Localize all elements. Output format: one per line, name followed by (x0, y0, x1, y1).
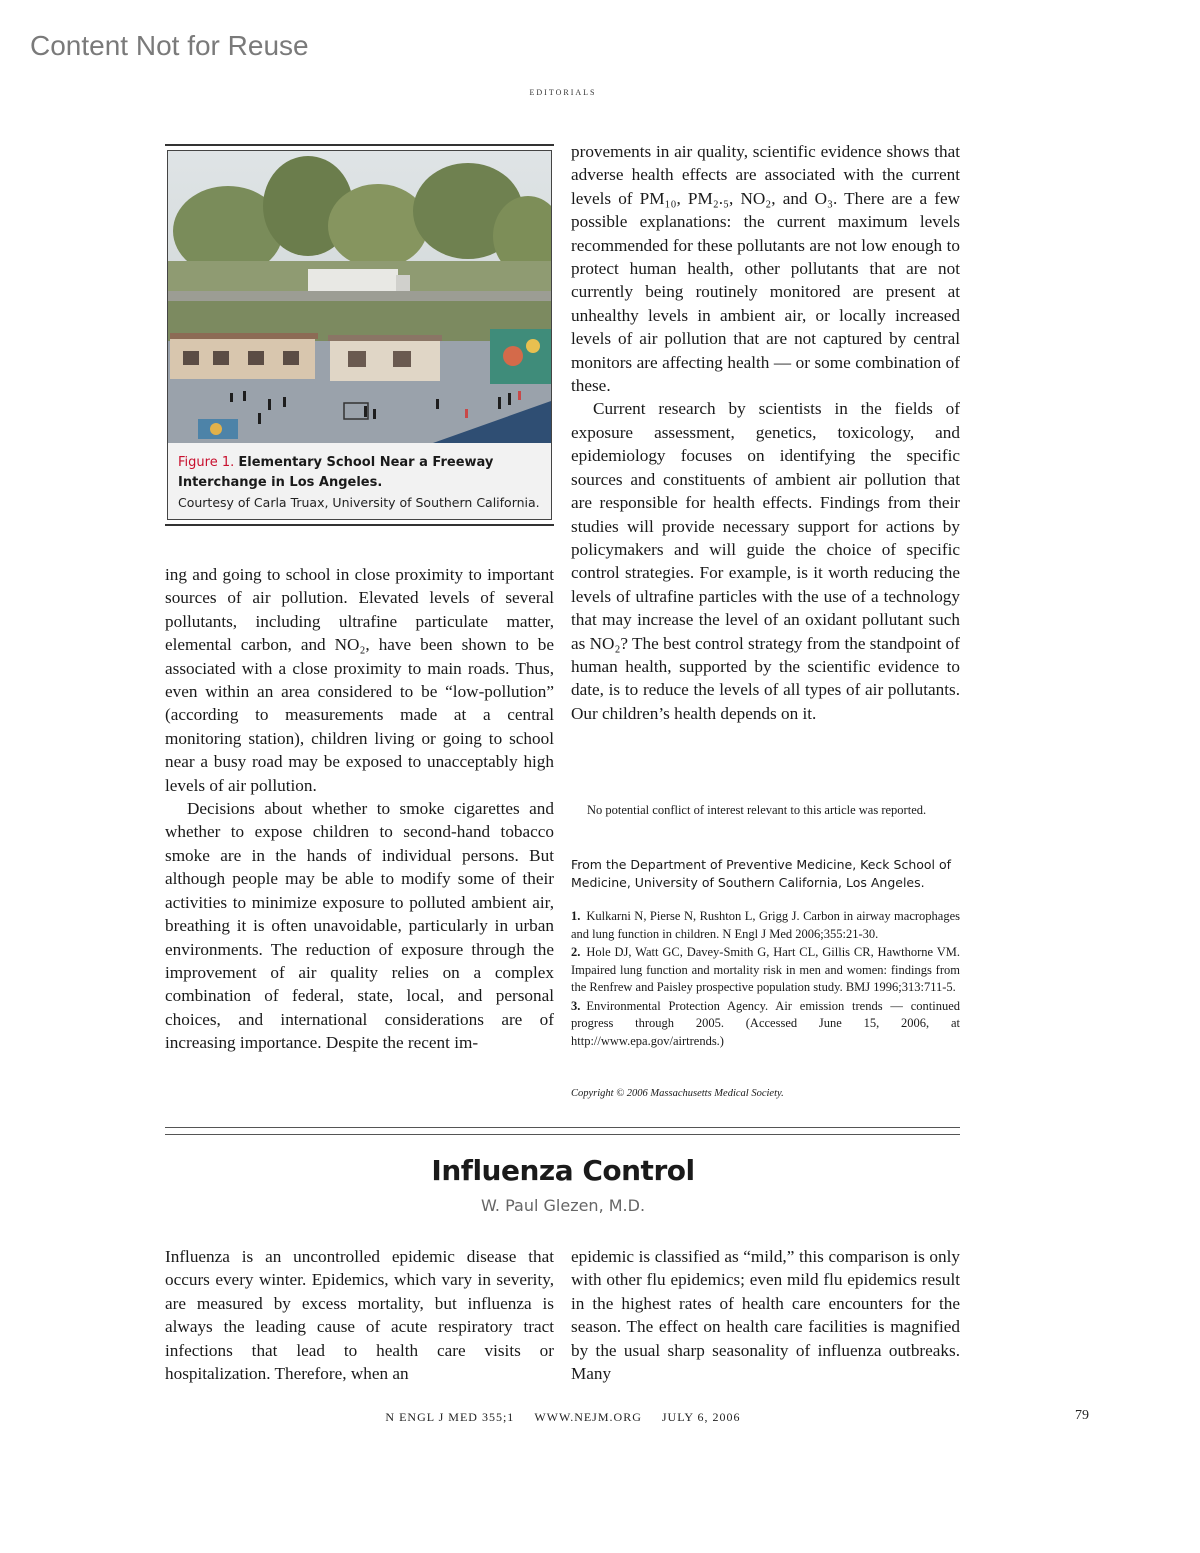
school-photo (168, 151, 551, 443)
left-column-top (165, 563, 554, 1055)
figure-frame (167, 150, 552, 520)
watermark: Content Not for Reuse (30, 30, 309, 61)
right-column-top (571, 140, 960, 725)
reference-text: Kulkarni N, Pierse N, Rushton L, Grigg J. Carbon in airway macrophages and lung function in children. N Engl J Med 2006;355:21-30. (571, 909, 960, 941)
reference-number: 2. (571, 945, 581, 959)
article-title: Influenza Control (431, 1154, 695, 1187)
reference-item (571, 998, 960, 1051)
references-list (571, 908, 960, 1051)
page-footer (0, 1410, 1126, 1425)
section-divider (165, 1127, 960, 1135)
reference-number: 3. (571, 998, 581, 1013)
figure-number: Figure 1. (178, 455, 235, 470)
figure-caption (178, 453, 543, 513)
reference-item (571, 908, 960, 943)
body-paragraph: epidemic is classified as “mild,” this comparison is only with other flu epidemics; even mild flu epidemics result in the highest rates of health care encounters for the season. The effect on health care facilities is magnified by the usual sharp seasonality of influenza outbreaks. Many (571, 1247, 960, 1384)
footer-journal: N ENGL J MED 355;1 (385, 1410, 515, 1424)
section-label: editorials (529, 84, 597, 98)
reference-item (571, 944, 960, 997)
reference-text: Hole DJ, Watt GC, Davey-Smith G, Hart CL, Gillis CR, Hawthorne VM. Impaired lung function and mortality risk in men and women: findings from the Renfrew and Paisley prospective population study. BMJ 1996;313:711-5. (571, 945, 960, 994)
copyright-notice: Copyright © 2006 Massachusetts Medical Society. (571, 1088, 784, 1099)
page-number: 79 (1075, 1408, 1089, 1423)
reference-number: 1. (571, 909, 581, 923)
footer-date: JULY 6, 2006 (661, 1410, 741, 1424)
body-paragraph: Current research by scientists in the fields of exposure assessment, genetics, toxicology, and epidemiology focuses on identifying the specific sources and constituents of ambient air pollution that are responsible for health effects. Findings from their studies will provide necessary support for actions by policymakers and will guide the choice of specific control strategies. For example, is it worth reducing the levels of ultrafine particles with the use of a technology that may increase the level of an oxidant pollutant such as NO₂? The best control strategy from the standpoint of human health, supported by the scientific evidence to date, is to reduce the levels of all types of air pollutants. Our children’s health depends on it. (571, 399, 960, 723)
body-paragraph: Influenza is an uncontrolled epidemic disease that occurs every winter. Epidemics, which vary in severity, are measured by excess mortality, but influenza is always the leading cause of acute respiratory tract infections that lead to health care visits or hospitalization. Therefore, when an (165, 1247, 554, 1384)
author-affiliation: From the Department of Preventive Medicine, Keck School of Medicine, University of Southern California, Los Angeles. (571, 857, 952, 890)
figure-credit: Courtesy of Carla Truax, University of Southern California. (178, 495, 540, 510)
figure-1 (165, 144, 554, 526)
figure-title: Elementary School Near a Freeway Interchange in Los Angeles. (178, 455, 494, 490)
reference-text: Environmental Protection Agency. Air emission trends — continued progress through 2005. (Accessed June 15, 2006, at http://www.epa.gov/airtrends.) (571, 998, 960, 1048)
body-paragraph: provements in air quality, scientific evidence shows that adverse health effects are associated with the current levels of PM₁₀, PM₂.₅, NO₂, and O₃. There are a few possible explanations: the current maximum levels recommended for these pollutants are not low enough to protect human health, other pollutants that are not currently being routinely monitored are present at unhealthy levels in ambient air, or locally increased levels of air pollution that are not captured by central monitors are affecting health — or some combination of these. (571, 142, 960, 396)
body-paragraph: Decisions about whether to smoke cigarettes and whether to expose children to second-hand tobacco smoke are in the hands of individual persons. But although people may be able to modify some of their activities to minimize exposure to polluted ambient air, breathing it is often unavoidable, particularly in urban environments. The reduction of exposure through the improvement of air quality relies on a complex combination of federal, state, local, and personal choices, and international considerations are of increasing importance. Despite the recent im- (165, 799, 554, 1053)
left-column-bottom (165, 1245, 554, 1385)
conflict-of-interest: No potential conflict of interest relevant to this article was reported. (587, 803, 927, 817)
right-column-bottom (571, 1245, 960, 1385)
footer-website: WWW.NEJM.ORG (534, 1410, 642, 1424)
article-author: W. Paul Glezen, M.D. (480, 1196, 646, 1215)
body-paragraph: ing and going to school in close proximity to important sources of air pollution. Elevated levels of several pollutants, including ultrafine particulate matter, elemental carbon, and NO₂, have been shown to be associated with a close proximity to main roads. Thus, even within an area considered to be “low-pollution” (according to measurements made at a central monitoring station), children living or going to school near a busy road may be exposed to unacceptably high levels of air pollution. (165, 565, 554, 795)
